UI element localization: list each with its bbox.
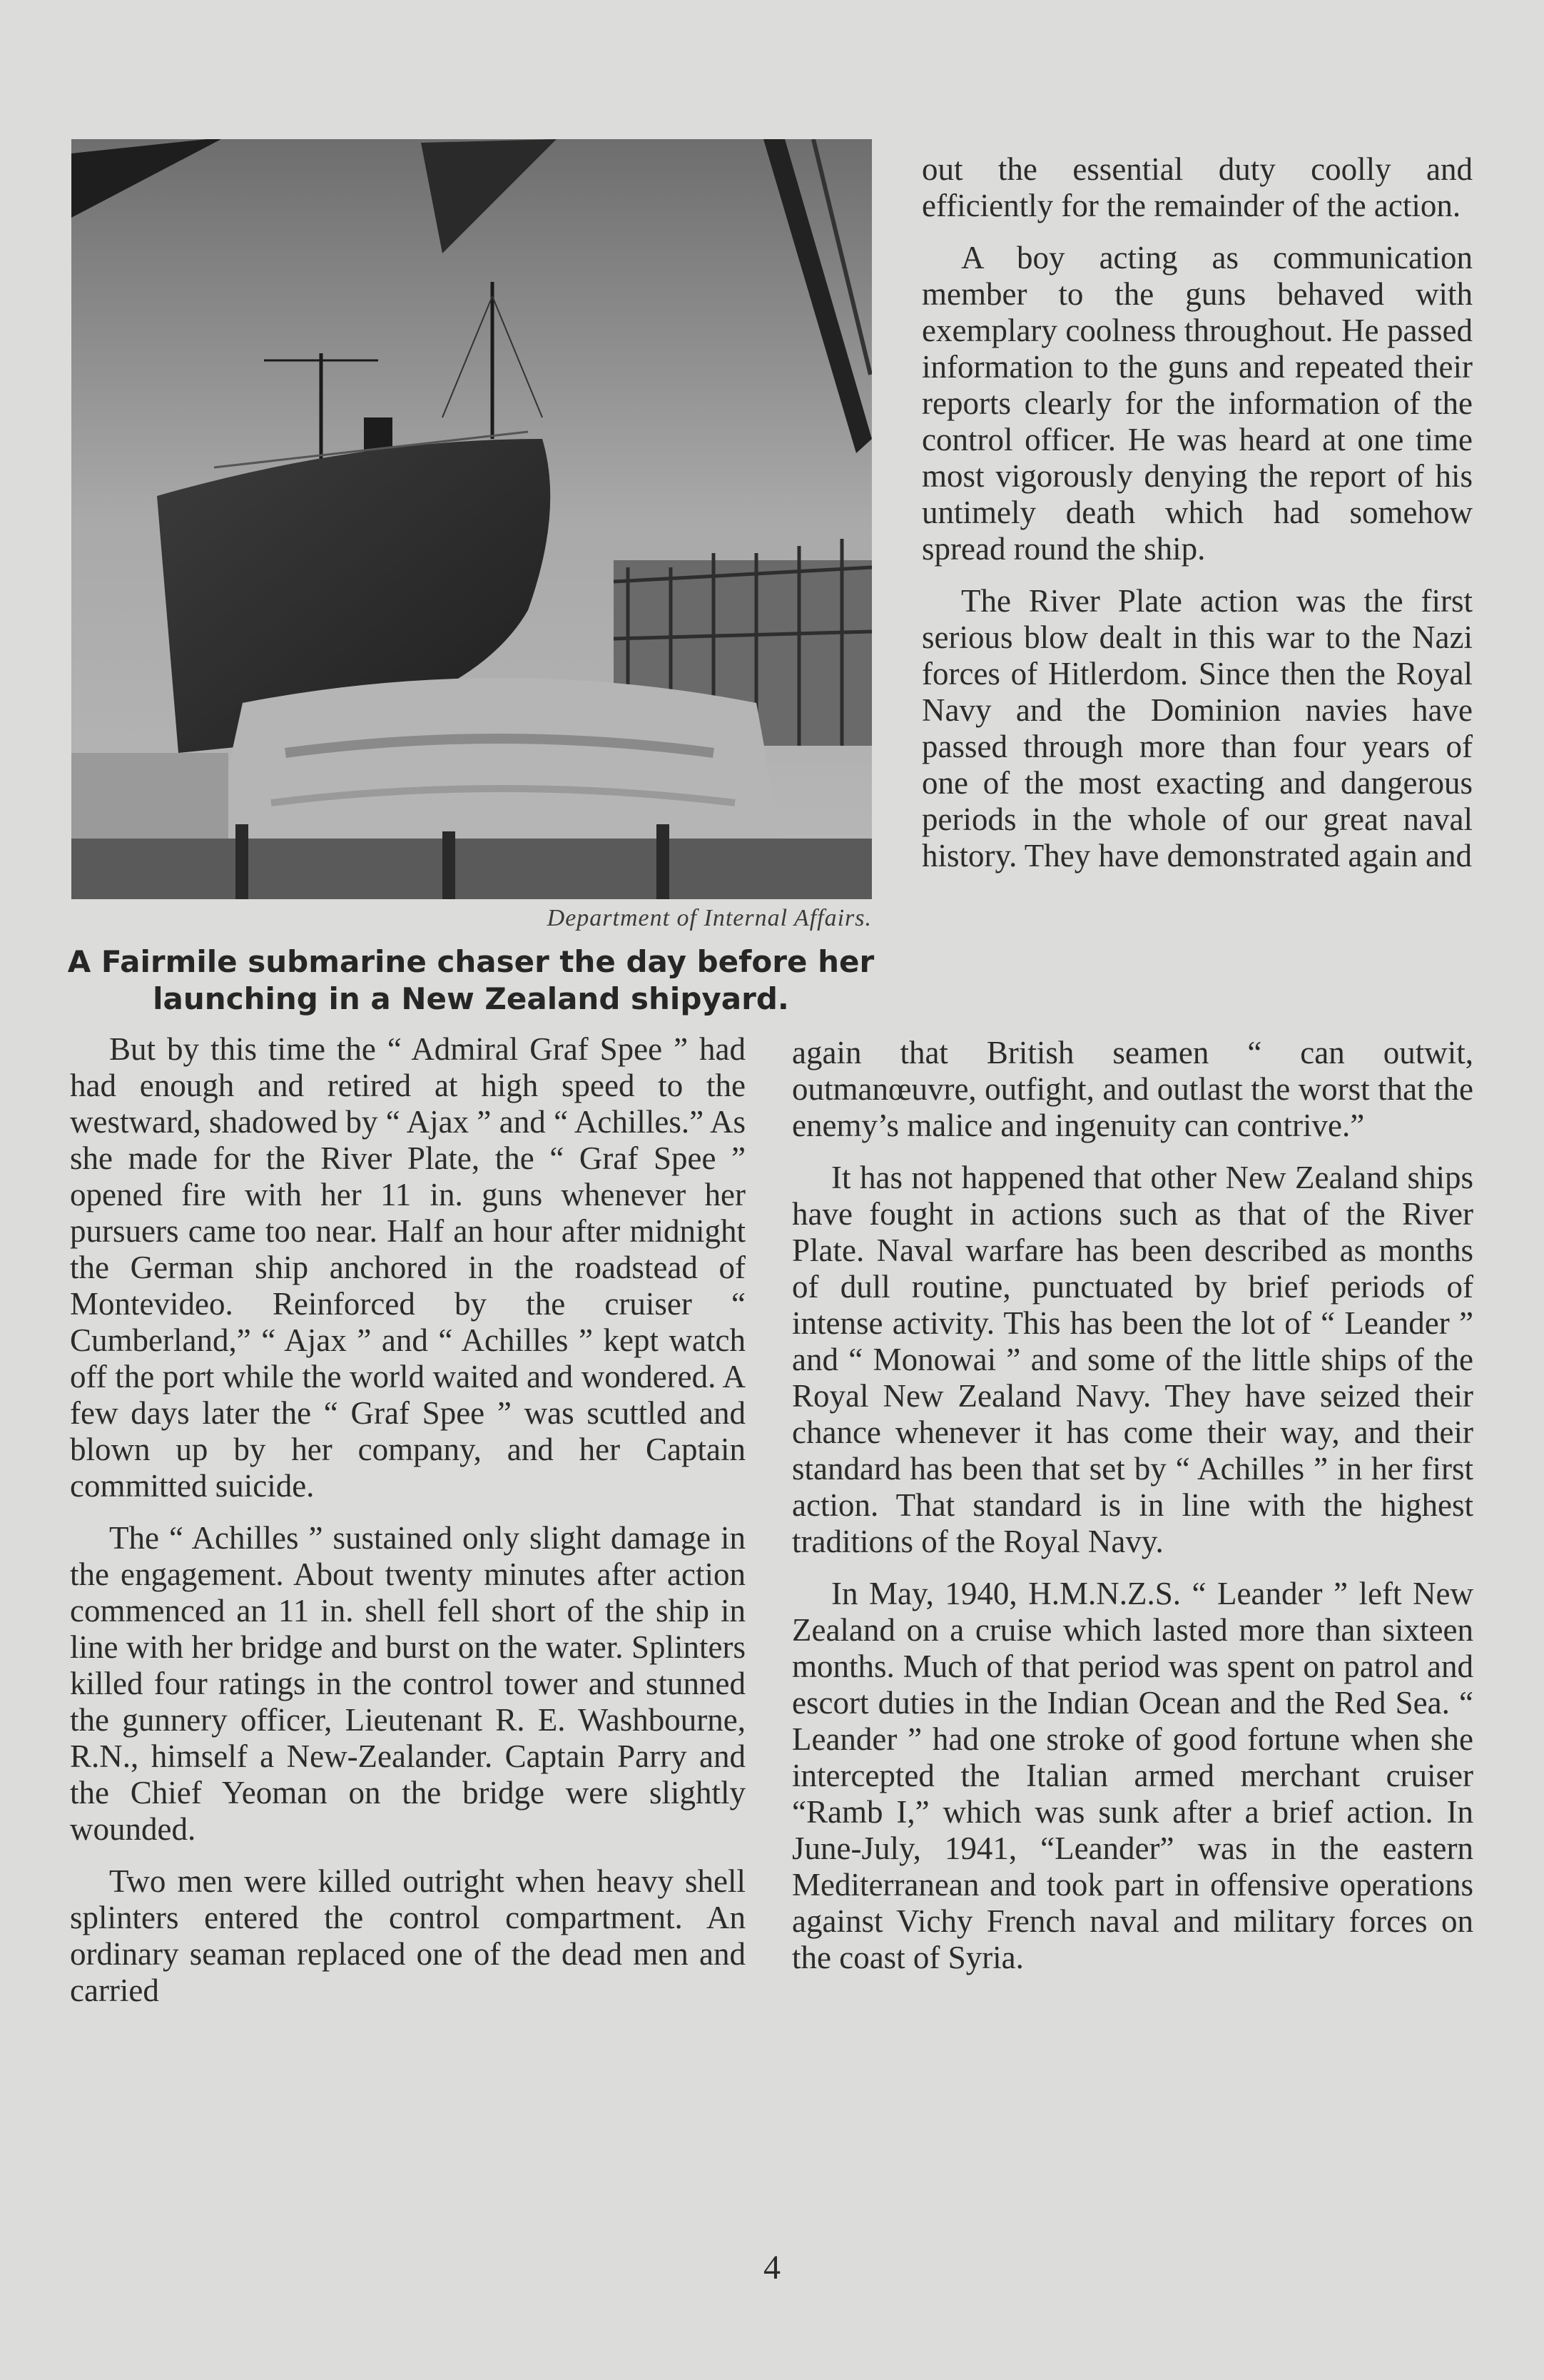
right-column-top [922, 151, 1473, 890]
photo-credit: Department of Internal Affairs. [547, 905, 872, 931]
left-column [70, 1031, 746, 2025]
paragraph: A boy acting as communication member to the guns behaved with exemplary coolness throughout. He passed information to the guns and repeated their reports clearly for the information of the control officer. He was heard at one time most vigorously denying the report of his untimely death which had somehow spread round the ship. [922, 240, 1473, 567]
paragraph: The “ Achilles ” sustained only slight damage in the engagement. About twenty minutes after action commenced an 11 in. shell fell short of the ship in line with her bridge and burst on the water. Splinters killed four ratings in the control tower and stunned the gunnery officer, Lieutenant R. E. Washbourne, R.N., himself a New-Zealander. Captain Parry and the Chief Yeoman on the bridge were slightly wounded. [70, 1520, 746, 1847]
photo-caption: A Fairmile submarine chaser the day before her launching in a New Zealand shipyard. [67, 944, 875, 1016]
paragraph: Two men were killed outright when heavy shell splinters entered the control compartment. An ordinary seaman replaced one of the dead men and carried [70, 1863, 746, 2008]
paragraph: But by this time the “ Admiral Graf Spee ” had had enough and retired at high speed to the westward, shadowed by “ Ajax ” and “ Achilles.” As she made for the River Plate, the “ Graf Spee ” opened fire with her 11 in. guns whenever her pursuers came too near. Half an hour after midnight the German ship anchored in the roadstead of Montevideo. Reinforced by the cruiser “ Cumberland,” “ Ajax ” and “ Achilles ” kept watch off the port while the world waited and wondered. A few days later the “ Graf Spee ” was scuttled and blown up by her company, and her Captain committed suicide. [70, 1031, 746, 1504]
paragraph: The River Plate action was the first serious blow dealt in this war to the Nazi forces of Hitlerdom. Since then the Royal Navy and the Dominion navies have passed through more than four years of one of the most exacting and dangerous periods in the whole of our great naval history. They have demonstrated again and [922, 583, 1473, 873]
paragraph: again that British seamen “ can outwit, outmanœuvre, outfight, and outlast the worst that the enemy’s malice and ingenuity can contrive.” [792, 1035, 1473, 1143]
paragraph: out the essential duty coolly and efficiently for the remainder of the action. [922, 151, 1473, 223]
paragraph: It has not happened that other New Zealand ships have fought in actions such as that of the River Plate. Naval warfare has been described as months of dull routine, punctuated by brief periods of intense activity. This has been the lot of “ Leander ” and “ Monowai ” and some of the little ships of the Royal New Zealand Navy. They have seized their chance whenever it has come their way, and their standard has been that set by “ Achilles ” in her first action. That standard is in line with the highest traditions of the Royal Navy. [792, 1160, 1473, 1559]
right-column-lower [792, 1035, 1473, 1992]
paragraph: In May, 1940, H.M.N.Z.S. “ Leander ” left New Zealand on a cruise which lasted more than sixteen months. Much of that period was spent on patrol and escort duties in the Indian Ocean and the Red Sea. “ Leander ” had one stroke of good fortune when she intercepted the Italian armed merchant cruiser “Ramb I,” which was sunk after a brief action. In June-July, 1941, “Leander” was in the eastern Mediterranean and took part in offensive operations against Vichy French naval and military forces on the coast of Syria. [792, 1576, 1473, 1975]
page-number: 4 [763, 2249, 781, 2287]
ship-photo-image [71, 139, 872, 899]
ship-photo [71, 139, 872, 899]
